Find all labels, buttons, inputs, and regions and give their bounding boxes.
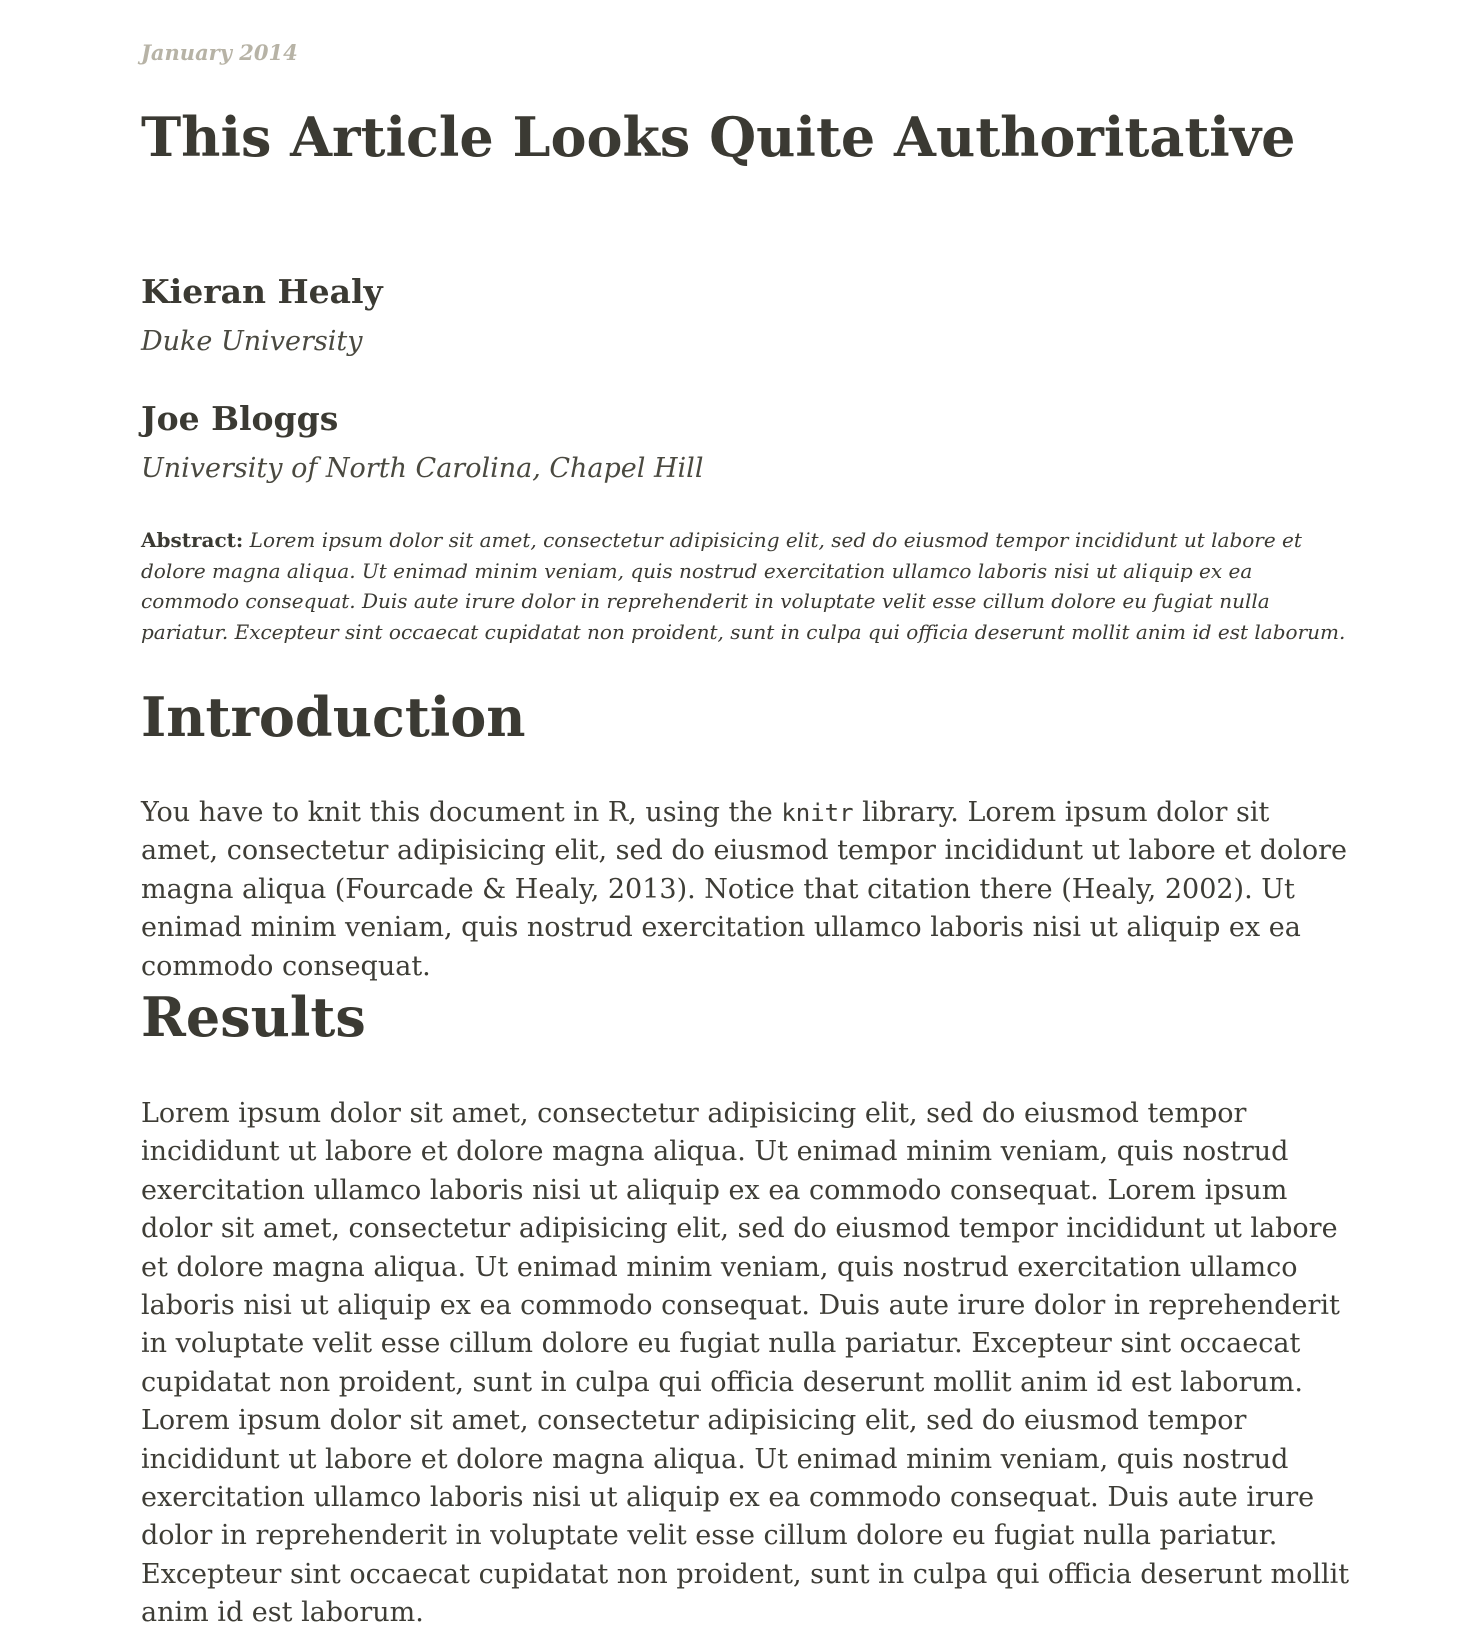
author-affiliation: University of North Carolina, Chapel Hill bbox=[141, 453, 704, 485]
abstract-label: Abstract: bbox=[141, 528, 244, 552]
introduction-text-end: library. Lorem ipsum dolor sit amet, consectetur adipisicing elit, sed do eiusmod tempor incididunt ut labore et dolore magna aliqua (Fourcade & Healy, 2013). Notice that citation there (Healy, 2002). Ut enimad minim veniam, quis nostrud exercitation ullamco laboris nisi ut aliquip ex ea commodo consequat. bbox=[141, 797, 1348, 982]
inline-code-knitr: knitr bbox=[781, 799, 854, 827]
introduction-paragraph bbox=[141, 794, 1351, 986]
abstract bbox=[141, 525, 1351, 647]
section-heading-results: Results bbox=[141, 985, 366, 1049]
author-name: Joe Bloggs bbox=[141, 399, 339, 438]
author-block bbox=[141, 401, 703, 486]
article-date: January 2014 bbox=[141, 40, 298, 65]
results-paragraph: Lorem ipsum dolor sit amet, consectetur adipisicing elit, sed do eiusmod tempor incididunt ut labore et dolore magna aliqua. Ut enimad minim veniam, quis nostrud exercitation ullamco laboris nisi ut aliquip ex ea commodo consequat. Lorem ipsum dolor sit amet, consectetur adipisicing elit, sed do eiusmod tempor incididunt ut labore et dolore magna aliqua. Ut enimad minim veniam, quis nostrud exercitation ullamco laboris nisi ut aliquip ex ea commodo consequat. Duis aute irure dolor in reprehenderit in voluptate velit esse cillum dolore eu fugiat nulla pariatur. Excepteur sint occaecat cupidatat non proident, sunt in culpa qui officia deserunt mollit anim id est laborum. Lorem ipsum dolor sit amet, consectetur adipisicing elit, sed do eiusmod tempor incididunt ut labore et dolore magna aliqua. Ut enimad minim veniam, quis nostrud exercitation ullamco laboris nisi ut aliquip ex ea commodo consequat. Duis aute irure dolor in reprehenderit in voluptate velit esse cillum dolore eu fugiat nulla pariatur. Excepteur sint occaecat cupidatat non proident, sunt in culpa qui officia deserunt mollit anim id est laborum. bbox=[141, 1098, 1350, 1629]
abstract-text: Lorem ipsum dolor sit amet, consectetur adipisicing elit, sed do eiusmod tempor incididunt ut labore et dolore magna aliqua. Ut enimad minim veniam, quis nostrud exercitation ullamco laboris nisi ut aliquip ex ea commodo consequat. Duis aute irure dolor in reprehenderit in voluptate velit esse cillum dolore eu fugiat nulla pariatur. Excepteur sint occaecat cupidatat non proident, sunt in culpa qui officia deserunt mollit anim id est laborum. bbox=[141, 528, 1346, 644]
section-heading-introduction: Introduction bbox=[141, 685, 526, 749]
article-title: This Article Looks Quite Authoritative bbox=[141, 105, 1296, 169]
introduction-text-start: You have to knit this document in R, using the bbox=[141, 797, 782, 828]
author-affiliation: Duke University bbox=[141, 326, 363, 358]
author-name: Kieran Healy bbox=[141, 272, 383, 311]
author-block bbox=[141, 274, 383, 359]
